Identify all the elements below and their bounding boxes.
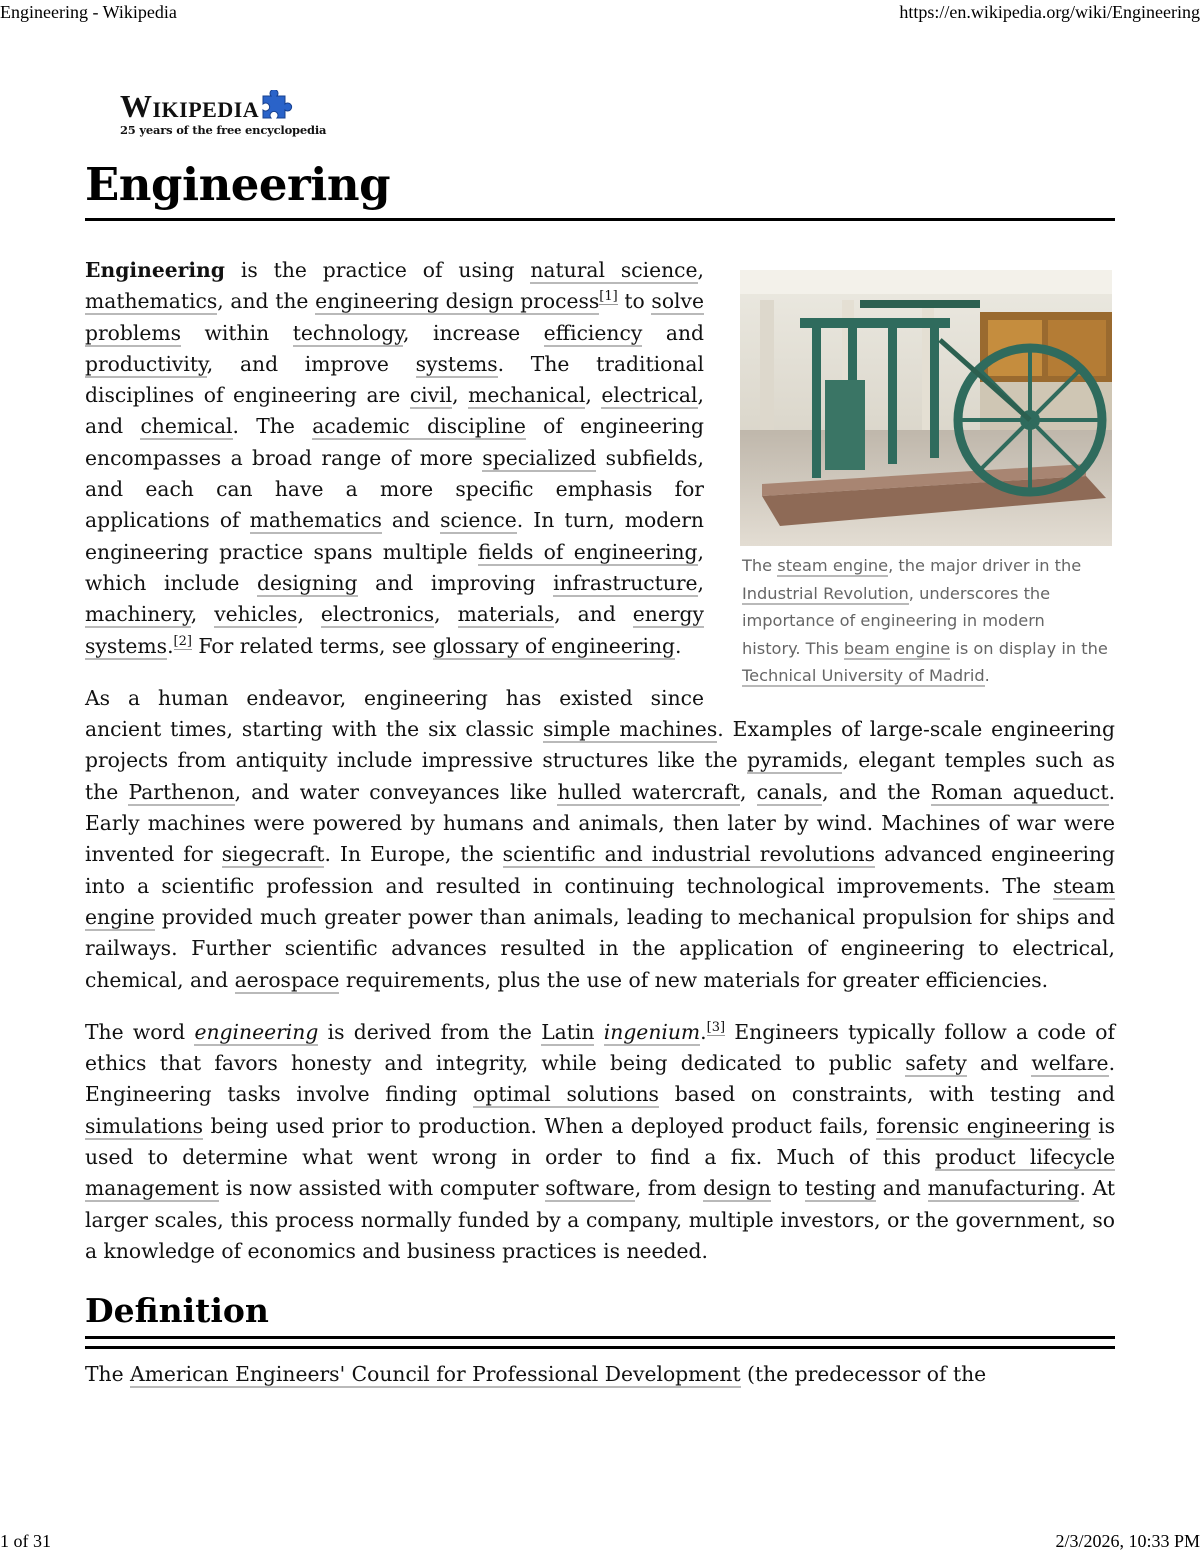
caption-link-industrial-revolution[interactable]: Industrial Revolution bbox=[742, 583, 909, 603]
link-optimal-solutions[interactable]: optimal solutions bbox=[473, 1082, 659, 1107]
text: , increase bbox=[403, 320, 544, 345]
link-technology[interactable]: technology bbox=[292, 320, 404, 345]
logo-wordmark: Wikipedia bbox=[120, 88, 260, 124]
text: and bbox=[381, 508, 441, 533]
print-footer-datetime: 2/3/2026, 10:33 PM bbox=[1055, 1531, 1200, 1551]
history-paragraph bbox=[85, 683, 1115, 996]
text: . In turn, modern engineering practice spans multiple bbox=[85, 508, 704, 564]
text: , and the bbox=[822, 779, 931, 804]
link-roman-aqueduct[interactable]: Roman aqueduct bbox=[930, 779, 1109, 804]
link-parthenon[interactable]: Parthenon bbox=[128, 779, 235, 804]
text: . bbox=[700, 1019, 707, 1044]
caption-text: . bbox=[984, 666, 990, 685]
citation-link[interactable]: [1] bbox=[599, 289, 618, 305]
wikipedia-logo[interactable] bbox=[120, 88, 326, 137]
text: , and bbox=[85, 383, 704, 439]
citation-link[interactable]: [2] bbox=[173, 633, 192, 649]
link-welfare[interactable]: welfare bbox=[1031, 1051, 1109, 1076]
citation bbox=[707, 1020, 725, 1036]
text: . At larger scales, this process normally funded by a company, multiple investors, or the government, so a knowledge of economics and business practices is needed. bbox=[85, 1176, 1116, 1263]
caption-text: , the major driver in the bbox=[888, 556, 1082, 575]
figure-caption bbox=[740, 546, 1112, 690]
text: , bbox=[585, 383, 602, 408]
text: being used prior to production. When a deployed product fails, bbox=[203, 1113, 877, 1138]
link-productivity[interactable]: productivity bbox=[85, 351, 207, 376]
text: and improving bbox=[357, 570, 554, 595]
text: , and bbox=[554, 602, 633, 627]
link-infrastructure[interactable]: infrastructure bbox=[553, 570, 698, 595]
text: , bbox=[297, 602, 321, 627]
text: The bbox=[85, 1362, 131, 1387]
link-systems[interactable]: systems bbox=[415, 351, 498, 376]
link-electrical[interactable]: electrical bbox=[601, 383, 698, 408]
text: provided much greater power than animals, leading to mechanical propulsion for ships and railways. Further scientific advances resulted in the application of engineering to electrical, chemical, and bbox=[85, 904, 1115, 992]
text: . Examples of large-scale engineering projects from antiquity include impressive structures like the bbox=[85, 717, 1116, 773]
steam-engine-image[interactable] bbox=[740, 270, 1112, 546]
text: advanced engineering into a scientific profession and resulted in continuing technological improvements. The bbox=[85, 842, 1115, 898]
text: and bbox=[642, 320, 704, 345]
link-canals[interactable]: canals bbox=[756, 779, 823, 804]
link-aerospace[interactable]: aerospace bbox=[234, 967, 340, 992]
caption-link-steam-engine[interactable]: steam engine bbox=[777, 556, 889, 575]
link-design[interactable]: design bbox=[703, 1176, 772, 1201]
text: and bbox=[966, 1051, 1032, 1076]
text: For related terms, see bbox=[191, 633, 433, 658]
citation bbox=[174, 634, 192, 650]
text: is now assisted with computer bbox=[218, 1176, 546, 1201]
text: based on constraints, with testing and bbox=[658, 1082, 1115, 1107]
text: , and improve bbox=[206, 351, 416, 376]
link-hulled-watercraft[interactable]: hulled watercraft bbox=[557, 779, 740, 804]
text: subfields, and each can have a more specific emphasis for applications of bbox=[85, 445, 704, 533]
caption-link-technical-university-of-madrid[interactable]: Technical University of Madrid bbox=[742, 666, 985, 685]
link-engineering-wiktionary[interactable]: engineering bbox=[194, 1019, 319, 1044]
etymology-paragraph bbox=[85, 1017, 1115, 1267]
text bbox=[594, 1020, 603, 1044]
link-american-engineers-council[interactable]: American Engineers' Council for Professional Development bbox=[130, 1362, 741, 1387]
link-engineering-design-process[interactable]: engineering design process bbox=[315, 289, 600, 314]
text: , which include bbox=[85, 539, 704, 595]
caption-text: is on display in the bbox=[950, 638, 1108, 658]
caption-link-beam-engine[interactable]: beam engine bbox=[843, 638, 951, 658]
link-designing[interactable]: designing bbox=[257, 570, 358, 595]
link-mathematics[interactable]: mathematics bbox=[85, 289, 218, 314]
text: is derived from the bbox=[318, 1019, 542, 1044]
citation-link[interactable]: [3] bbox=[706, 1019, 726, 1035]
text: . bbox=[675, 633, 682, 658]
text: and bbox=[876, 1176, 928, 1201]
link-software[interactable]: software bbox=[545, 1176, 635, 1201]
text: , elegant temples such as the bbox=[85, 748, 1115, 804]
link-steam-engine[interactable]: steam engine bbox=[85, 873, 1115, 929]
print-header-url: https://en.wikipedia.org/wiki/Engineering bbox=[899, 2, 1200, 22]
text: . The traditional disciplines of engineering are bbox=[85, 351, 704, 408]
text: to bbox=[617, 289, 652, 314]
puzzle-globe-icon bbox=[257, 90, 293, 124]
link-pyramids[interactable]: pyramids bbox=[747, 748, 843, 773]
title-underline bbox=[85, 218, 1115, 221]
bold-term: Engineering bbox=[85, 258, 225, 282]
page-title: Engineering bbox=[85, 158, 391, 211]
caption-text: The bbox=[742, 556, 778, 575]
text: , bbox=[452, 383, 469, 408]
link-scientific-and-industrial-revolutions[interactable]: scientific and industrial revolutions bbox=[502, 842, 875, 867]
link-mathematics[interactable]: mathematics bbox=[249, 508, 382, 533]
link-materials[interactable]: materials bbox=[457, 602, 555, 627]
link-academic-discipline[interactable]: academic discipline bbox=[312, 414, 526, 439]
text: Engineers typically follow a code of ethics that favors honesty and integrity, while being dedicated to public bbox=[85, 1019, 1115, 1076]
article-content bbox=[85, 255, 1115, 1412]
text: As a human endeavor, engineering has existed since ancient times, starting with the six classic bbox=[85, 685, 704, 742]
figure bbox=[740, 270, 1112, 690]
link-civil[interactable]: civil bbox=[409, 383, 453, 408]
link-natural-science[interactable]: natural science bbox=[530, 258, 698, 282]
link-electronics[interactable]: electronics bbox=[320, 602, 435, 627]
logo-tagline: 25 years of the free encyclopedia bbox=[120, 123, 327, 137]
definition-paragraph bbox=[85, 1359, 1115, 1390]
link-glossary-of-engineering[interactable]: glossary of engineering bbox=[432, 633, 675, 658]
text: is used to determine what went wrong in order to find a fix. Much of this bbox=[85, 1113, 1115, 1170]
link-latin[interactable]: Latin bbox=[541, 1019, 595, 1044]
print-footer-page: 1 of 31 bbox=[0, 1531, 51, 1551]
link-simulations[interactable]: simulations bbox=[85, 1113, 204, 1138]
text: . In Europe, the bbox=[324, 842, 503, 867]
text: . Engineering tasks involve finding bbox=[85, 1051, 1116, 1107]
text: , and the bbox=[217, 289, 316, 314]
link-ingenium[interactable]: ingenium bbox=[603, 1019, 701, 1044]
text: . Early machines were powered by humans and animals, then later by wind. Machines of war were invented for bbox=[85, 779, 1116, 867]
text: (the predecessor of the bbox=[740, 1362, 987, 1387]
link-product-lifecycle-management[interactable]: product lifecycle management bbox=[85, 1145, 1115, 1201]
link-simple-machines[interactable]: simple machines bbox=[542, 717, 718, 742]
link-machinery[interactable]: machinery bbox=[85, 602, 191, 627]
link-fields-of-engineering[interactable]: fields of engineering bbox=[477, 539, 698, 564]
link-science[interactable]: science bbox=[440, 508, 517, 533]
link-energy-systems[interactable]: energy systems bbox=[85, 602, 704, 658]
link-safety[interactable]: safety bbox=[905, 1051, 967, 1076]
text: , bbox=[697, 258, 704, 282]
text: . The bbox=[232, 414, 313, 439]
text: , from bbox=[634, 1176, 704, 1201]
text: within bbox=[181, 320, 293, 345]
link-mechanical[interactable]: mechanical bbox=[468, 383, 586, 408]
section-heading-definition: Definition bbox=[85, 1291, 269, 1331]
caption-text: , underscores the importance of engineering in modern history. This bbox=[742, 583, 1051, 658]
text: . bbox=[167, 633, 174, 658]
text: is the practice of using bbox=[224, 258, 531, 282]
link-forensic-engineering[interactable]: forensic engineering bbox=[876, 1113, 1091, 1138]
link-specialized[interactable]: specialized bbox=[482, 445, 597, 470]
text: , bbox=[190, 602, 215, 627]
link-solve-problems[interactable]: solve problems bbox=[85, 289, 704, 345]
text: , bbox=[739, 779, 757, 804]
link-testing[interactable]: testing bbox=[804, 1176, 877, 1201]
text: requirements, plus the use of new materials for greater efficiencies. bbox=[339, 967, 1049, 992]
text: to bbox=[771, 1176, 805, 1201]
text: of engineering encompasses a broad range of more bbox=[85, 414, 704, 470]
text: , and water conveyances like bbox=[234, 779, 558, 804]
text: , bbox=[434, 602, 458, 627]
print-header-title: Engineering - Wikipedia bbox=[0, 2, 177, 22]
link-manufacturing[interactable]: manufacturing bbox=[927, 1176, 1080, 1201]
link-siegecraft[interactable]: siegecraft bbox=[221, 842, 325, 867]
link-vehicles[interactable]: vehicles bbox=[214, 602, 298, 627]
text: , bbox=[697, 570, 704, 595]
section-heading-rule bbox=[85, 1336, 1115, 1349]
text: The word bbox=[85, 1019, 195, 1044]
citation bbox=[599, 289, 617, 305]
link-chemical[interactable]: chemical bbox=[140, 414, 233, 439]
link-efficiency[interactable]: efficiency bbox=[543, 320, 643, 345]
